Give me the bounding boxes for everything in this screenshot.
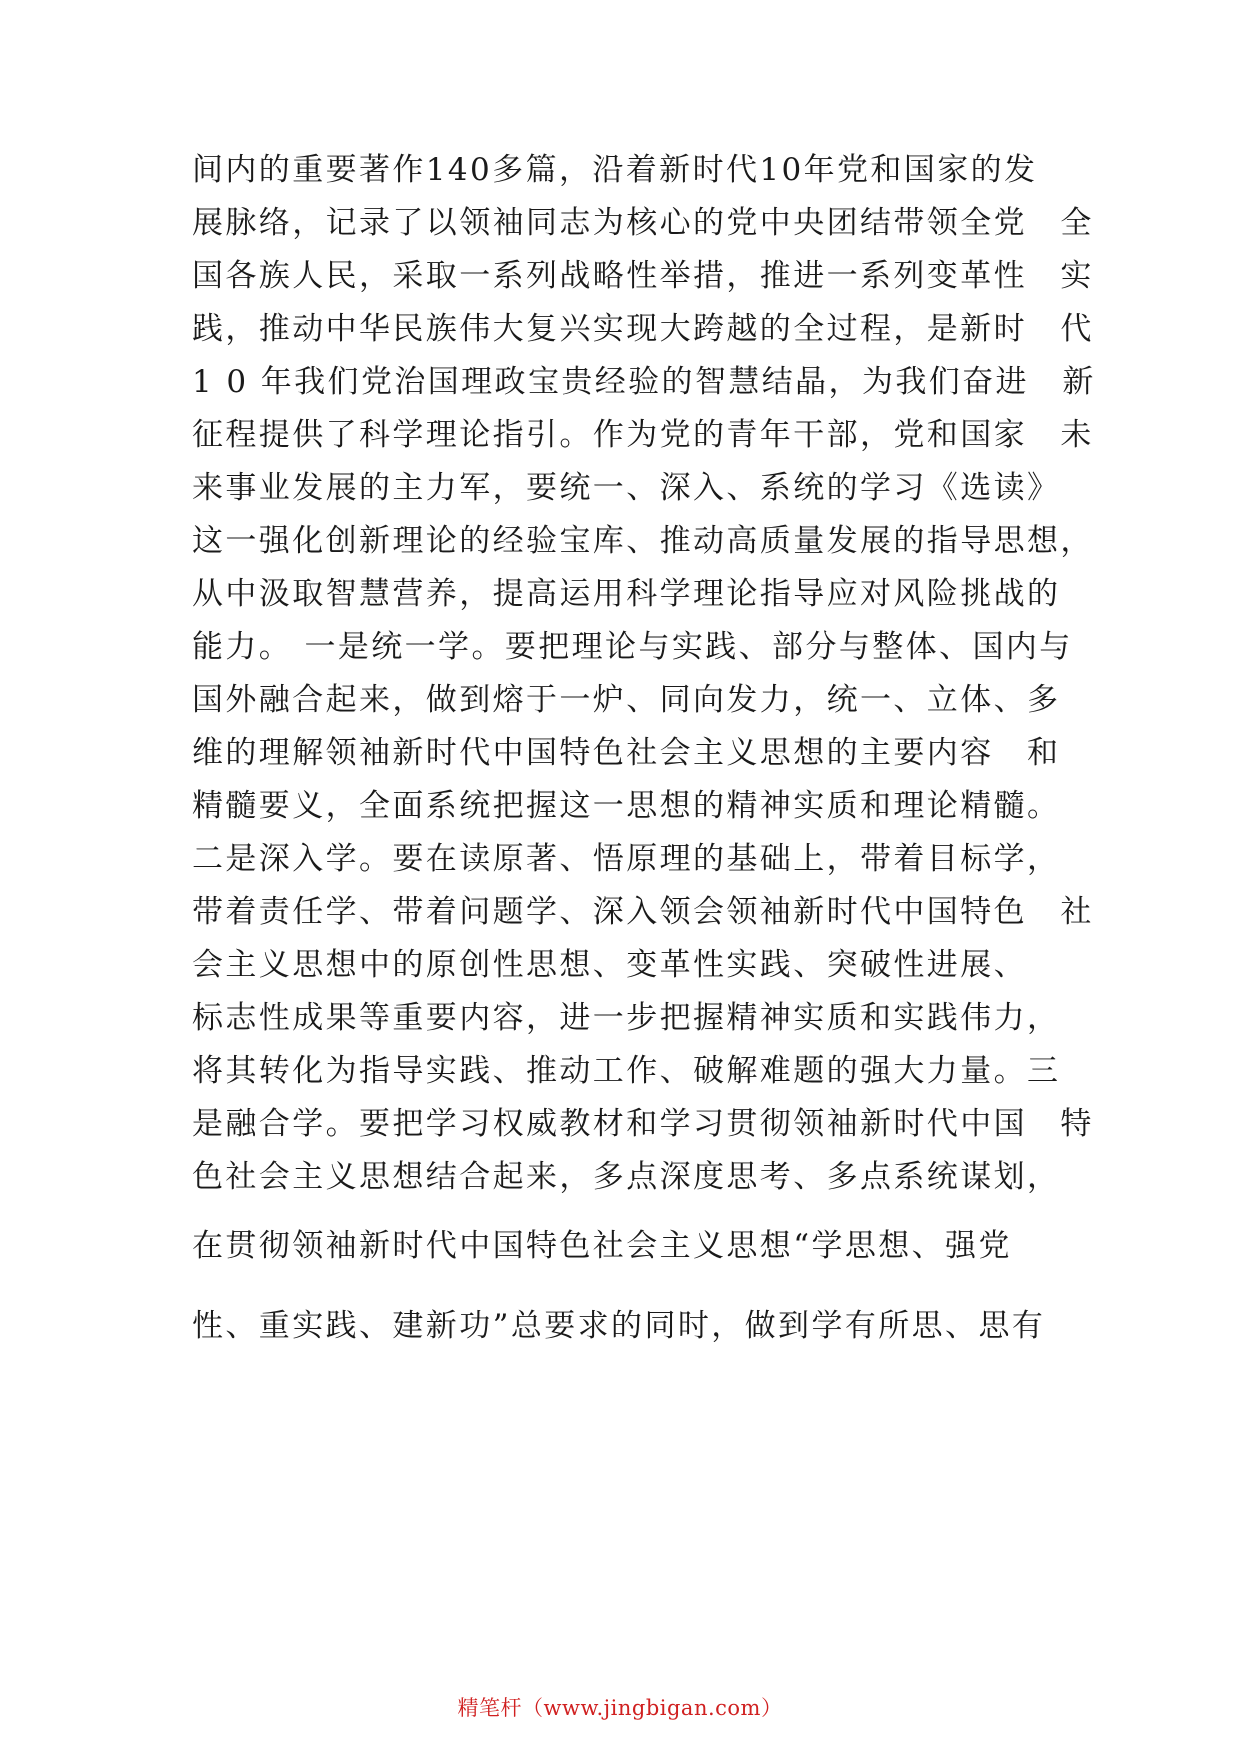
text-line: 将其转化为指导实践、推动工作、破解难题的强大力量。三 [192,1053,1061,1089]
text-line: 征程提供了科学理论指引。作为党的青年干部，党和国家 未 [192,417,1094,453]
text-line: 标志性成果等重要内容，进一步把握精神实质和实践伟力， [192,1000,1061,1036]
text-line: 践，推动中华民族伟大复兴实现大跨越的全过程，是新时 代 [192,311,1094,347]
text-line: 会主义思想中的原创性思想、变革性实践、突破性进展、 [192,947,1027,983]
text-line: 二是深入学。要在读原著、悟原理的基础上，带着目标学， [192,841,1061,877]
text-line: 国各族人民，采取一系列战略性举措，推进一系列变革性 实 [192,258,1094,294]
text-line: 是融合学。要把学习权威教材和学习贯彻领袖新时代中国 特 [192,1106,1094,1142]
text-line: 带着责任学、带着问题学、深入领会领袖新时代中国特色 社 [192,894,1094,930]
text-line: 来事业发展的主力军，要统一、深入、系统的学习《选读》 [192,470,1061,506]
text-line: 能力。 一是统一学。要把理论与实践、部分与整体、国内与 [192,629,1073,665]
text-line: 精髓要义，全面系统把握这一思想的精神实质和理论精髓。 [192,788,1061,824]
text-line: 在贯彻领袖新时代中国特色社会主义思想“学思想、强党 [192,1228,1012,1264]
footer-website-credit: 精笔杆（www.jingbigan.com） [457,1696,783,1720]
text-line: 间内的重要著作140多篇，沿着新时代10年党和国家的发 [192,152,1038,188]
text-line: 展脉络，记录了以领袖同志为核心的党中央团结带领全党 全 [192,205,1094,241]
text-line: 从中汲取智慧营养，提高运用科学理论指导应对风险挑战的 [192,576,1061,612]
text-line: 维的理解领袖新时代中国特色社会主义思想的主要内容 和 [192,735,1061,771]
text-line: 国外融合起来，做到熔于一炉、同向发力，统一、立体、多 [192,682,1061,718]
text-line: 性、重实践、建新功”总要求的同时，做到学有所思、思有 [192,1308,1046,1344]
text-line: 色社会主义思想结合起来，多点深度思考、多点系统谋划， [192,1159,1061,1195]
text-line: 这一强化创新理论的经验宝库、推动高质量发展的指导思想， [192,523,1094,559]
text-line: 1 0 年我们党治国理政宝贵经验的智慧结晶，为我们奋进 新 [192,364,1096,400]
